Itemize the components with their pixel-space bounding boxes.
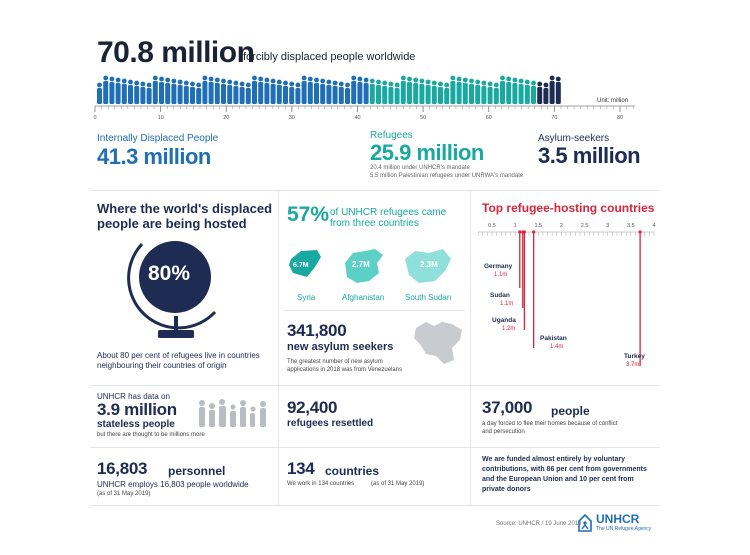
afghanistan-name: Afghanistan <box>342 293 385 302</box>
hosting-tick-label: 4 <box>652 223 656 229</box>
divider-row-2 <box>90 385 660 386</box>
resettled-label: refugees resettled <box>287 418 374 429</box>
countries-value-suffix: countries <box>325 464 380 478</box>
divider-row-3 <box>90 447 660 448</box>
daily-text-2: and persecution <box>482 429 525 435</box>
scale-tick-label: 20 <box>223 115 230 121</box>
funding-text <box>482 455 647 495</box>
hosting-country-value: 1.1m <box>500 301 514 307</box>
hosting-country-value: 1.2m <box>502 326 516 332</box>
divider-top <box>90 190 660 191</box>
daily-value-suffix: people <box>551 404 590 418</box>
stateless-people-icon <box>196 398 274 430</box>
refugees-note-1: 20.4 million under UNHCR's mandate <box>370 165 470 171</box>
countries-text: We work in 134 countries <box>287 481 355 487</box>
hosting-country-name: Germany <box>484 263 513 270</box>
funding-line-2: contributions, with 86 per cent from governments <box>482 466 647 473</box>
footer-source: Source: UNHCR / 19 June 2019 <box>496 521 582 527</box>
displacement-scale <box>95 100 655 120</box>
daily-text-1: a day forced to flee their homes because of conflict <box>482 421 618 427</box>
scale-tick-label: 80 <box>616 115 624 121</box>
new-asylum-text-1: The greatest number of new asylum <box>287 359 383 365</box>
daily-value: 37,000 <box>482 398 533 417</box>
hosting-country-name: Sudan <box>490 292 510 299</box>
refugees-note-2: 5.5 million Palestinian refugees under UNRWA's mandate <box>370 173 524 179</box>
asylum-label: Asylum-seekers <box>538 133 610 144</box>
hosting-tick-label: 1 <box>513 223 517 229</box>
hosted-title-2: people are being hosted <box>97 216 247 231</box>
syria-value: 6.7M <box>293 262 309 269</box>
divider-bottom <box>90 505 660 506</box>
hosting-country-name: Uganda <box>492 317 516 324</box>
stateless-value: 3.9 million <box>97 400 177 419</box>
hosting-bar-dot <box>639 230 642 233</box>
hosting-tick-label: 1.5 <box>534 223 543 229</box>
hosted-title-1: Where the world's displaced <box>97 201 273 216</box>
scale-tick-label: 10 <box>157 115 164 121</box>
refugees-label: Refugees <box>370 130 413 141</box>
hosting-country-name: Turkey <box>624 353 645 360</box>
hosting-bar-dot <box>518 230 521 233</box>
new-asylum-value: 341,800 <box>287 321 347 340</box>
scale-tick-label: 60 <box>485 115 492 121</box>
hosting-country-name: Pakistan <box>540 335 567 342</box>
countries-value: 134 <box>287 459 315 478</box>
hosting-bar-dot <box>532 230 535 233</box>
hosting-title: Top refugee-hosting countries <box>482 201 655 215</box>
hosting-country-value: 3.7m <box>626 362 640 368</box>
hosting-tick-label: 2.5 <box>580 223 589 229</box>
hero-label: forcibly displaced people worldwide <box>243 51 416 63</box>
hosted-percent: 80% <box>148 262 191 285</box>
scale-tick-label: 70 <box>551 115 558 121</box>
funding-line-1: We are funded almost entirely by voluntary <box>482 456 626 463</box>
origin-percent: 57% <box>287 203 330 226</box>
hosting-tick-label: 0.5 <box>488 223 496 229</box>
asylum-value: 3.5 million <box>538 143 641 168</box>
new-asylum-label: new asylum seekers <box>287 341 394 353</box>
idp-label: Internally Displaced People <box>97 133 219 144</box>
hosting-bar-dot <box>523 230 526 233</box>
personnel-value: 16,803 <box>97 459 148 478</box>
scale-tick-label: 40 <box>354 115 361 121</box>
south-sudan-name: South Sudan <box>405 293 452 302</box>
hosting-chart <box>478 218 658 378</box>
funding-line-4: private donors <box>482 486 531 493</box>
hero-value: 70.8 million <box>97 36 255 69</box>
personnel-note: (as of 31 May 2019) <box>97 491 151 497</box>
hosting-country-value: 1.4m <box>550 344 564 350</box>
personnel-text: UNHCR employs 16,803 people worldwide <box>97 480 249 489</box>
stateless-intro: UNHCR has data on <box>97 392 170 401</box>
origin-maps <box>287 245 462 295</box>
origin-text-1: of UNHCR refugees came <box>330 207 447 218</box>
stateless-note: but there are thought to be millions more <box>97 432 205 438</box>
hosted-text-1: About 80 per cent of refugees live in countries <box>97 351 260 360</box>
scale-tick-label: 0 <box>93 115 97 121</box>
scale-unit-label: Unit: million <box>597 98 629 104</box>
divider-col-1 <box>278 190 279 505</box>
syria-name: Syria <box>297 293 316 302</box>
globe-icon <box>130 232 225 347</box>
personnel-value-suffix: personnel <box>168 464 226 478</box>
resettled-value: 92,400 <box>287 398 338 417</box>
unhcr-logo-text: UNHCR <box>596 512 640 526</box>
hosting-tick-label: 3 <box>606 223 610 229</box>
hosting-country-value: 1.1m <box>494 272 508 278</box>
countries-note: (as of 31 May 2019) <box>371 481 425 487</box>
hosting-tick-label: 3.5 <box>627 223 635 229</box>
scale-tick-label: 30 <box>288 115 295 121</box>
origin-text-2: from three countries <box>330 218 419 229</box>
funding-line-3: and the European Union and 10 per cent from <box>482 476 634 483</box>
idp-value: 41.3 million <box>97 144 211 169</box>
scale-tick-label: 50 <box>420 115 427 121</box>
stateless-label: stateless people <box>97 419 175 430</box>
afghanistan-value: 2.7M <box>352 260 370 269</box>
south-sudan-value: 2.3M <box>420 260 438 269</box>
unhcr-logo-icon <box>577 513 593 533</box>
unhcr-logo-sub: The UN Refugee Agency <box>596 526 652 532</box>
hosting-tick-label: 2 <box>559 223 563 229</box>
refugees-value: 25.9 million <box>370 140 484 165</box>
new-asylum-text-2: applications in 2018 was from Venezuelans <box>287 367 403 373</box>
divider-col-2 <box>470 190 471 505</box>
venezuela-map-icon <box>412 318 468 368</box>
divider-mid-center <box>283 310 465 311</box>
hosted-text-2: neighbouring their countries of origin <box>97 361 227 370</box>
